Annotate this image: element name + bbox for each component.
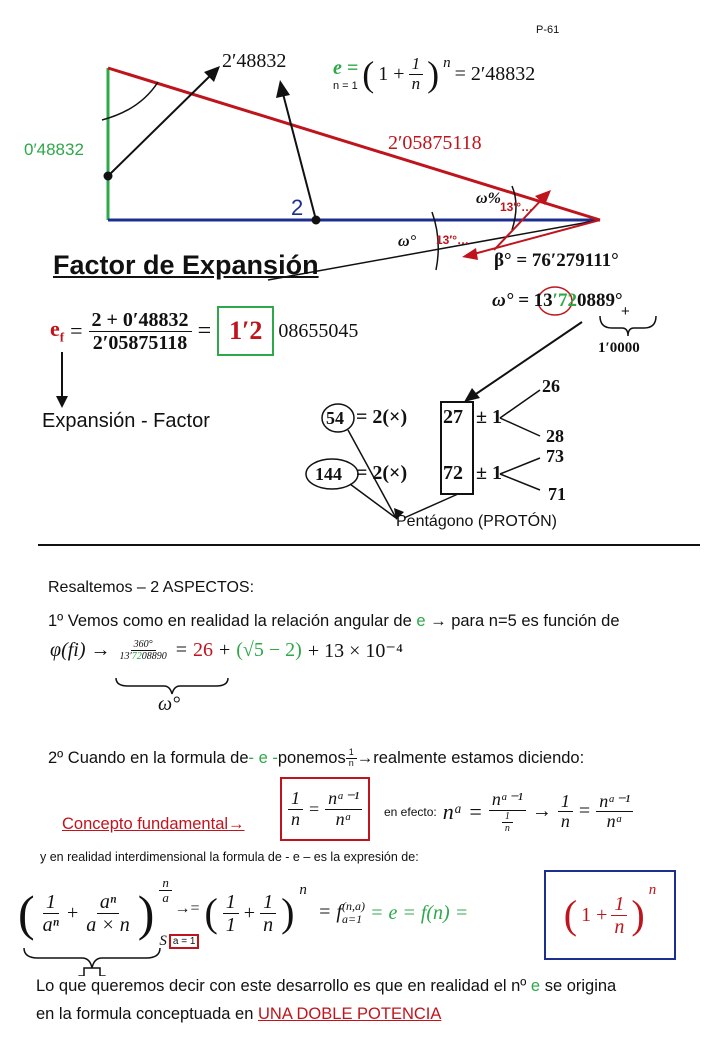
red-side-value: 2′05875118 bbox=[388, 132, 482, 154]
brace-value: 1′0000 bbox=[598, 340, 640, 356]
beta-label: β° = 76′279111° bbox=[494, 250, 619, 271]
tree-r1-pm: ± 1 bbox=[476, 406, 502, 428]
expansion-caption: Expansión - Factor bbox=[42, 410, 210, 432]
tree-72: 72 bbox=[443, 462, 463, 484]
tree-73: 73 bbox=[546, 446, 564, 466]
paragraph-1: 1º Vemos como en realidad la relación angular de e → para n=5 es función de bbox=[48, 612, 620, 630]
omega-percent: ω% bbox=[476, 190, 501, 207]
tree-71: 71 bbox=[548, 484, 566, 504]
big-brace bbox=[20, 946, 170, 976]
base-value: 2 bbox=[291, 195, 304, 220]
omega-under: ω° bbox=[158, 693, 181, 715]
point-dot-2 bbox=[312, 216, 321, 225]
ef-formula: $e_f$ = $\frac{2 + 0'48832}{2'05875118}$ = 1′2 08655045 bbox=[50, 306, 358, 356]
green-side-value: 0′48832 bbox=[24, 140, 84, 159]
plus-sign: + bbox=[621, 303, 630, 320]
phi-formula: φ(fi) → $\frac{360^\circ}{13'7208890}$ = 26 + (√5 − 2) + 13 × 10⁻⁴ bbox=[50, 639, 403, 662]
e-formula: e = n = 1 ( 1 + $\frac{1}{n}$ ) n = 2′48832 bbox=[333, 54, 536, 95]
page-label: P-61 bbox=[536, 24, 560, 36]
red-small-2: 13′°… bbox=[436, 233, 470, 247]
pentagon-label: Pentágono (PROTÓN) bbox=[396, 513, 557, 530]
tree-54: 54 bbox=[326, 408, 344, 428]
paragraph-5: en la formula conceptuada en UNA DOBLE POTENCIA bbox=[36, 1005, 442, 1023]
concepto-label: Concepto fundamental→ bbox=[62, 815, 245, 833]
concepto-box: $\frac{1}{n}$ = $\frac{\text{nᵃ⁻¹}}{\text{nᵃ}}$ bbox=[280, 777, 370, 841]
tree-26: 26 bbox=[542, 376, 560, 396]
point-dot-1 bbox=[104, 172, 113, 181]
hyp-value: 2′48832 bbox=[222, 50, 287, 72]
en-efecto: en efecto: nᵃ = $\frac{\text{nᵃ⁻¹}}{\frac{1}{n}}$ → $\frac{1}{n}$ = $\frac{\text{nᵃ⁻¹}}{\text{nᵃ}}$ bbox=[384, 790, 633, 834]
paragraph-2: 2º Cuando en la formula de - e - ponemos $\frac{1}{n}$ →realmente estamos diciendo: bbox=[48, 747, 585, 768]
aspects-heading: Resaltemos – 2 ASPECTOS: bbox=[48, 579, 255, 596]
omega-degree: ω° bbox=[398, 233, 416, 250]
factor-title: Factor de Expansión bbox=[53, 250, 319, 280]
tree-28: 28 bbox=[546, 426, 564, 446]
tree-r1-mid: = 2(×) bbox=[356, 406, 408, 428]
tree-27: 27 bbox=[443, 406, 463, 428]
tree-r2-mid: = 2(×) bbox=[356, 462, 408, 484]
boxed-result: ( 1 + $\frac{1}{n}$ ) n bbox=[544, 870, 676, 960]
boxed-1-2: 1′2 bbox=[217, 306, 274, 356]
red-small-1: 13′°… bbox=[500, 200, 534, 214]
omega-value: ω° = 13′720889° bbox=[492, 290, 623, 311]
tree-144: 144 bbox=[315, 464, 342, 484]
paragraph-4: Lo que queremos decir con este desarrollo es que en realidad el nº e se origina bbox=[36, 977, 617, 995]
paragraph-3: y en realidad interdimensional la formula de - e – es la expresión de: bbox=[40, 850, 419, 864]
tree-r2-pm: ± 1 bbox=[476, 462, 502, 484]
big-formula: ( $\frac{1}{\text{aⁿ}}$ + $\frac{\text{aⁿ}}{a \times n}$ ) $\frac{n}{a}$ S a = 1 →= ( $\frac{1}{1}$ + $\frac{1}{n}$ ) n = f (n,a) a=1 = e = f(n) = bbox=[18, 875, 469, 949]
top-angle-arc bbox=[102, 82, 158, 120]
